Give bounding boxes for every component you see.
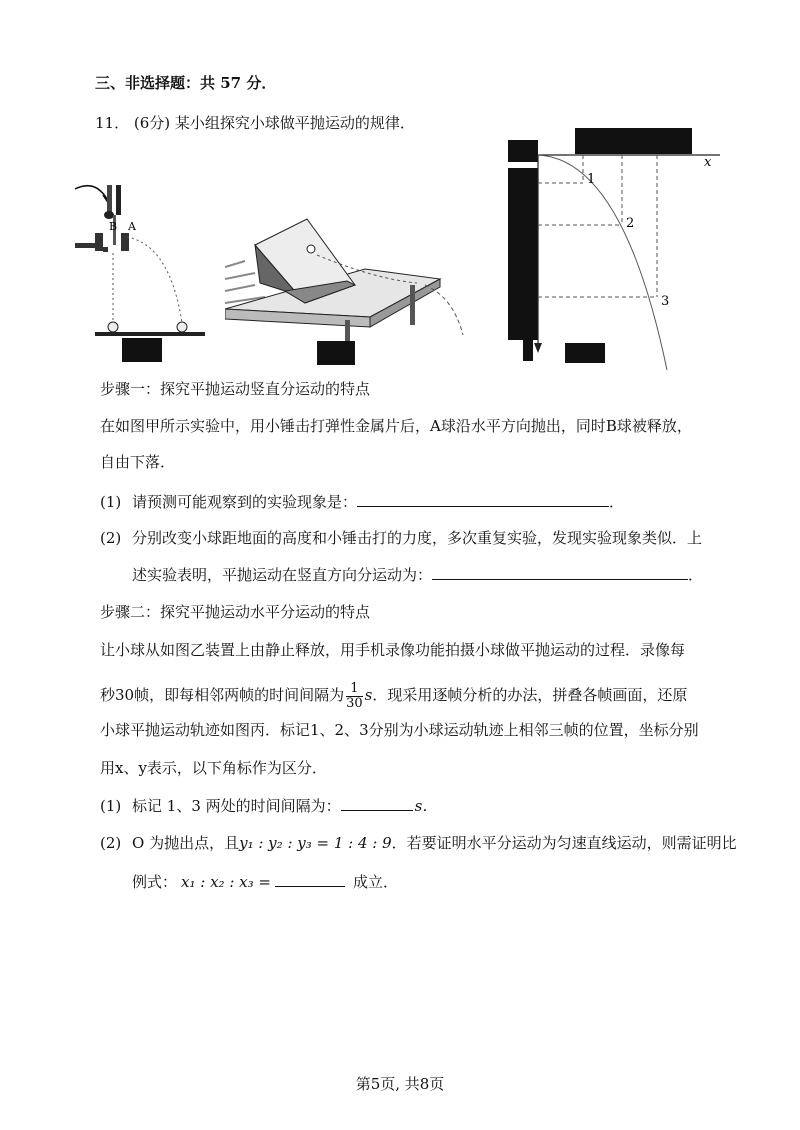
step1-desc-line1: 在如图甲所示实验中，用小锤击打弹性金属片后，A球沿水平方向抛出，同时B球被释放， <box>100 417 692 435</box>
step2-desc-line3: 小球平抛运动轨迹如图丙．标记1、2、3分别为小球运动轨迹上相邻三帧的位置，坐标分别 <box>100 721 699 739</box>
step2-q2-text-a: O 为抛出点，且 <box>132 834 240 852</box>
step1-q1 <box>100 490 624 513</box>
step1-q2-answer-blank[interactable] <box>432 563 688 580</box>
y-ratio: y₁ : y₂ : y₃ = 1 : 4 : 9 <box>239 834 392 852</box>
step2-q1 <box>100 794 437 817</box>
step1-q1-text: 请预测可能观察到的实验现象是： <box>132 493 358 511</box>
step1-q2-line2 <box>132 563 703 586</box>
question-stem: 某小组探究小球做平抛运动的规律． <box>174 114 415 132</box>
label-a: A <box>128 220 136 233</box>
step1-q2-text-line1: 分别改变小球距地面的高度和小锤击打的力度，多次重复实验，发现实验现象类似．上 <box>132 529 703 547</box>
step1-q2-number: (2) <box>100 529 122 547</box>
step2-desc-line2-b: ．现采用逐帧分析的办法，拼叠各帧画面，还原 <box>372 686 688 704</box>
step1-q1-number: (1) <box>100 493 122 511</box>
question-header <box>95 112 415 134</box>
step1-q1-answer-blank[interactable] <box>357 490 609 507</box>
step1-q2-line1 <box>100 527 702 549</box>
step2-q1-unit: s． <box>414 797 438 815</box>
figure-bing <box>505 125 735 370</box>
step2-desc-line1: 让小球从如图乙装置上由静止释放，用手机录像功能拍摄小球做平抛运动的过程．录像每 <box>100 641 686 659</box>
section-title: 三、非选择题：共 57 分． <box>95 74 277 92</box>
step2-q1-number: (1) <box>100 797 122 815</box>
step2-q2-text-c: 例式： <box>132 873 178 891</box>
step2-q2-text-b: ．若要证明水平分运动为匀速直线运动，则需证明比 <box>391 834 737 852</box>
step2-q2-line2 <box>132 870 398 893</box>
step2-q1-answer-blank[interactable] <box>341 794 413 811</box>
step2-q2-text-d: 成立． <box>352 873 398 891</box>
fraction-numerator: 1 <box>346 682 363 697</box>
step2-q2-number: (2) <box>100 834 122 852</box>
step2-desc-line4: 用x、y表示，以下角标作为区分． <box>100 759 327 777</box>
mark-1: 1 <box>587 172 596 187</box>
question-number: 11． <box>95 114 130 132</box>
x-ratio: x₁ : x₂ : x₃ = <box>181 873 271 891</box>
page-footer: 第5页, 共8页 <box>355 1075 445 1093</box>
step2-desc-line2-a: 秒30帧，即每相邻两帧的时间间隔为 <box>100 686 345 704</box>
time-interval-fraction <box>346 682 363 711</box>
figure-yi <box>225 205 480 370</box>
mark-3: 3 <box>661 294 670 309</box>
step2-q1-text: 标记 1、3 两处的时间间隔为： <box>132 797 341 815</box>
step2-desc-line2 <box>100 677 687 713</box>
step1-q1-end: ． <box>609 493 625 511</box>
mark-2: 2 <box>626 216 635 231</box>
step1-desc-line2: 自由下落． <box>100 453 176 471</box>
step2-q2-line1 <box>100 832 737 854</box>
step2-q2-answer-blank[interactable] <box>275 870 345 887</box>
question-score: (6分) <box>133 114 171 132</box>
step2-title: 步骤二：探究平抛运动水平分运动的特点 <box>100 603 371 621</box>
axis-x-label: x <box>704 155 712 170</box>
label-b: B <box>109 220 118 233</box>
fraction-denominator: 30 <box>346 695 363 711</box>
step1-q2-end: ． <box>688 566 704 584</box>
step1-title: 步骤一：探究平抛运动竖直分运动的特点 <box>100 380 371 398</box>
unit-s: s <box>364 686 373 704</box>
figure-jia <box>65 175 215 370</box>
step1-q2-text-line2: 述实验表明，平抛运动在竖直方向分运动为： <box>132 566 433 584</box>
